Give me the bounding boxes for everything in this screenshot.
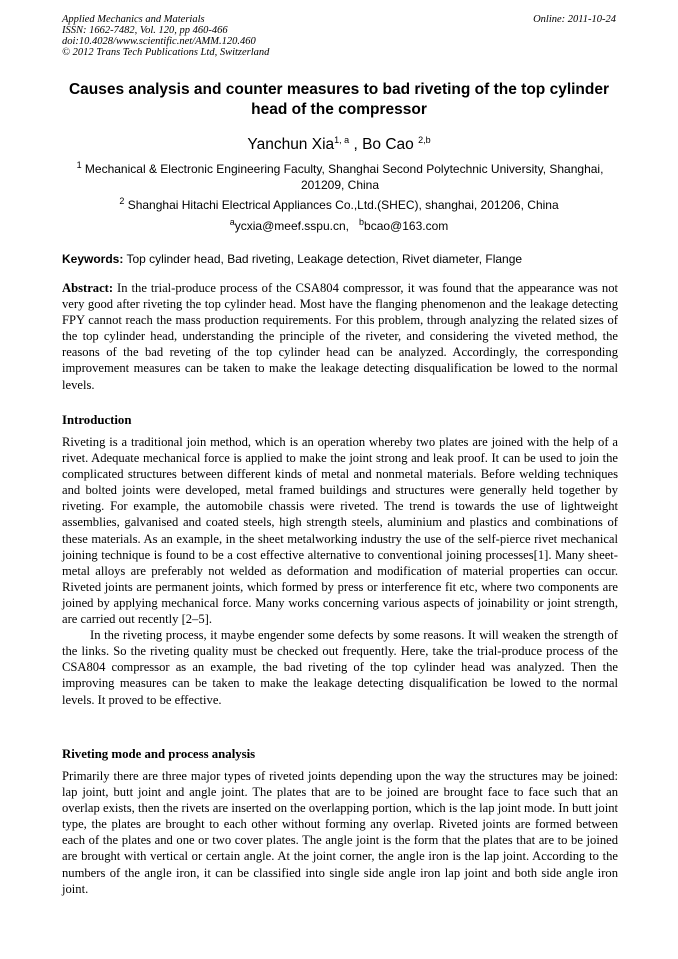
- introduction-body: [62, 434, 618, 708]
- author-2-sup: 2,b: [418, 135, 431, 145]
- affiliation-1: [62, 157, 618, 193]
- affiliation-1-sup: 1: [76, 160, 82, 170]
- riveting-paragraph-1: Primarily there are three major types of riveted joints depending upon the way the structures may be joined: lap joint, butt joint and angle joint. The plates that are to be joined are brought face to face such that an overlap exists, then the rivets are inserted on the overlapping portion, which is the lap joint mode. In butt joint type, the plates are brought to each other without forming any overlap. Riveted joints are formed between each of the plates and one or two cover plates. The angle joint is the form that the plates that are to be joined are brought with vertical or certain angle. At the joint corner, the angle iron is the lap joint. According to the numbers of the angle iron, it can be classified into single side angle iron lap joint and both side angle iron joint.: [62, 769, 618, 896]
- online-date: Online: 2011-10-24: [533, 14, 616, 25]
- introduction-heading: Introduction: [62, 413, 132, 427]
- keywords: [62, 251, 618, 267]
- affiliation-2-sup: 2: [119, 196, 125, 206]
- abstract-text: In the trial-produce process of the CSA804 compressor, it was found that the appearance was not very good after riveting the top cylinder head. Most have the flanging phenomenon and the leakage detecting FPY cannot reach the mass production requirements. For this problem, through analyzing the related sizes of the top cylinder head, understanding the principle of the riveter, and considering the viveted method, the reasons of the bad reveting of the top cylinder head can be analyzed. Accordingly, the corresponding improvement measures can be taken to make the leakage detecting disqualification be lowed to the normal levels.: [62, 281, 618, 392]
- author-1-name: Yanchun Xia: [247, 136, 335, 154]
- author-1-sup: 1, a: [334, 135, 350, 145]
- paper-title: Causes analysis and counter measures to bad riveting of the top cylinder head of the compressor: [68, 81, 610, 118]
- author-separator: ,: [349, 136, 363, 154]
- journal-name: Applied Mechanics and Materials: [62, 14, 205, 25]
- email-a-sup: a: [229, 217, 235, 227]
- keywords-label: Keywords:: [62, 252, 124, 266]
- abstract: [62, 280, 618, 393]
- introduction-paragraph-2: In the riveting process, it maybe engender some defects by some reasons. It will weaken the strength of the links. So the riveting quality must be checked out frequently. Here, take the trial-produce process of the CSA804 compressor as an example, the bad riveting of the top cylinder head was analyzed. Then the improving measures can be taken to make the leakage detecting disqualification be lowed to the normal levels. It proved to be effective.: [62, 628, 618, 707]
- email-a: ycxia@meef.sspu.cn,: [234, 219, 349, 233]
- abstract-label: Abstract:: [62, 281, 114, 295]
- affiliation-2: [0, 193, 678, 213]
- introduction-paragraph-1: Riveting is a traditional join method, which is an operation whereby two plates are joined with the help of a rivet. Adequate mechanical force is applied to make the joint strong and leak proof. It can be used to join the complicated structures between different kinds of metal and nonmetal materials. Before welding techniques and bolted joints were developed, metal framed buildings and structures were generally held together by riveting. For example, the automobile chassis were riveted. The trend is towards the use of lightweight assemblies, galvanised and coated steels, high strength steels, aluminium and plastics and combinations of these materials. As an example, in the sheet metalworking industry the use of the self-pierce rivet mechanical joining technique is found to be a cost effective alternative to conventional joining processes[1]. Many sheet-metal alloys are preferably not welded as deformation and modification of material properties can occur. Riveted joints are permanent joints, which formed by press or interference fit etc, where two components are joined by applying mechanical force. Many works concerning various aspects of joinability or joint strength, are carried out recently [2–5].: [62, 435, 618, 627]
- email-b: bcao@163.com: [364, 219, 449, 233]
- author-emails: [0, 214, 678, 234]
- keywords-text: Top cylinder head, Bad riveting, Leakage detection, Rivet diameter, Flange: [123, 252, 523, 266]
- author-line: [0, 130, 678, 155]
- journal-doi: doi:10.4028/www.scientific.net/AMM.120.460: [62, 36, 256, 47]
- email-b-sup: b: [359, 217, 365, 227]
- journal-issn: ISSN: 1662-7482, Vol. 120, pp 460-466: [62, 25, 228, 36]
- author-2-name: Bo Cao: [362, 136, 419, 154]
- journal-header: [62, 14, 616, 58]
- journal-copyright: © 2012 Trans Tech Publications Ltd, Switzerland: [62, 47, 270, 58]
- riveting-section-body: [62, 768, 618, 897]
- riveting-section-heading: Riveting mode and process analysis: [62, 747, 256, 761]
- affiliation-2-text: Shanghai Hitachi Electrical Appliances Co.,Ltd.(SHEC), shanghai, 201206, China: [124, 198, 559, 212]
- affiliation-1-text: Mechanical & Electronic Engineering Faculty, Shanghai Second Polytechnic University, Shanghai, 201209, China: [81, 162, 604, 192]
